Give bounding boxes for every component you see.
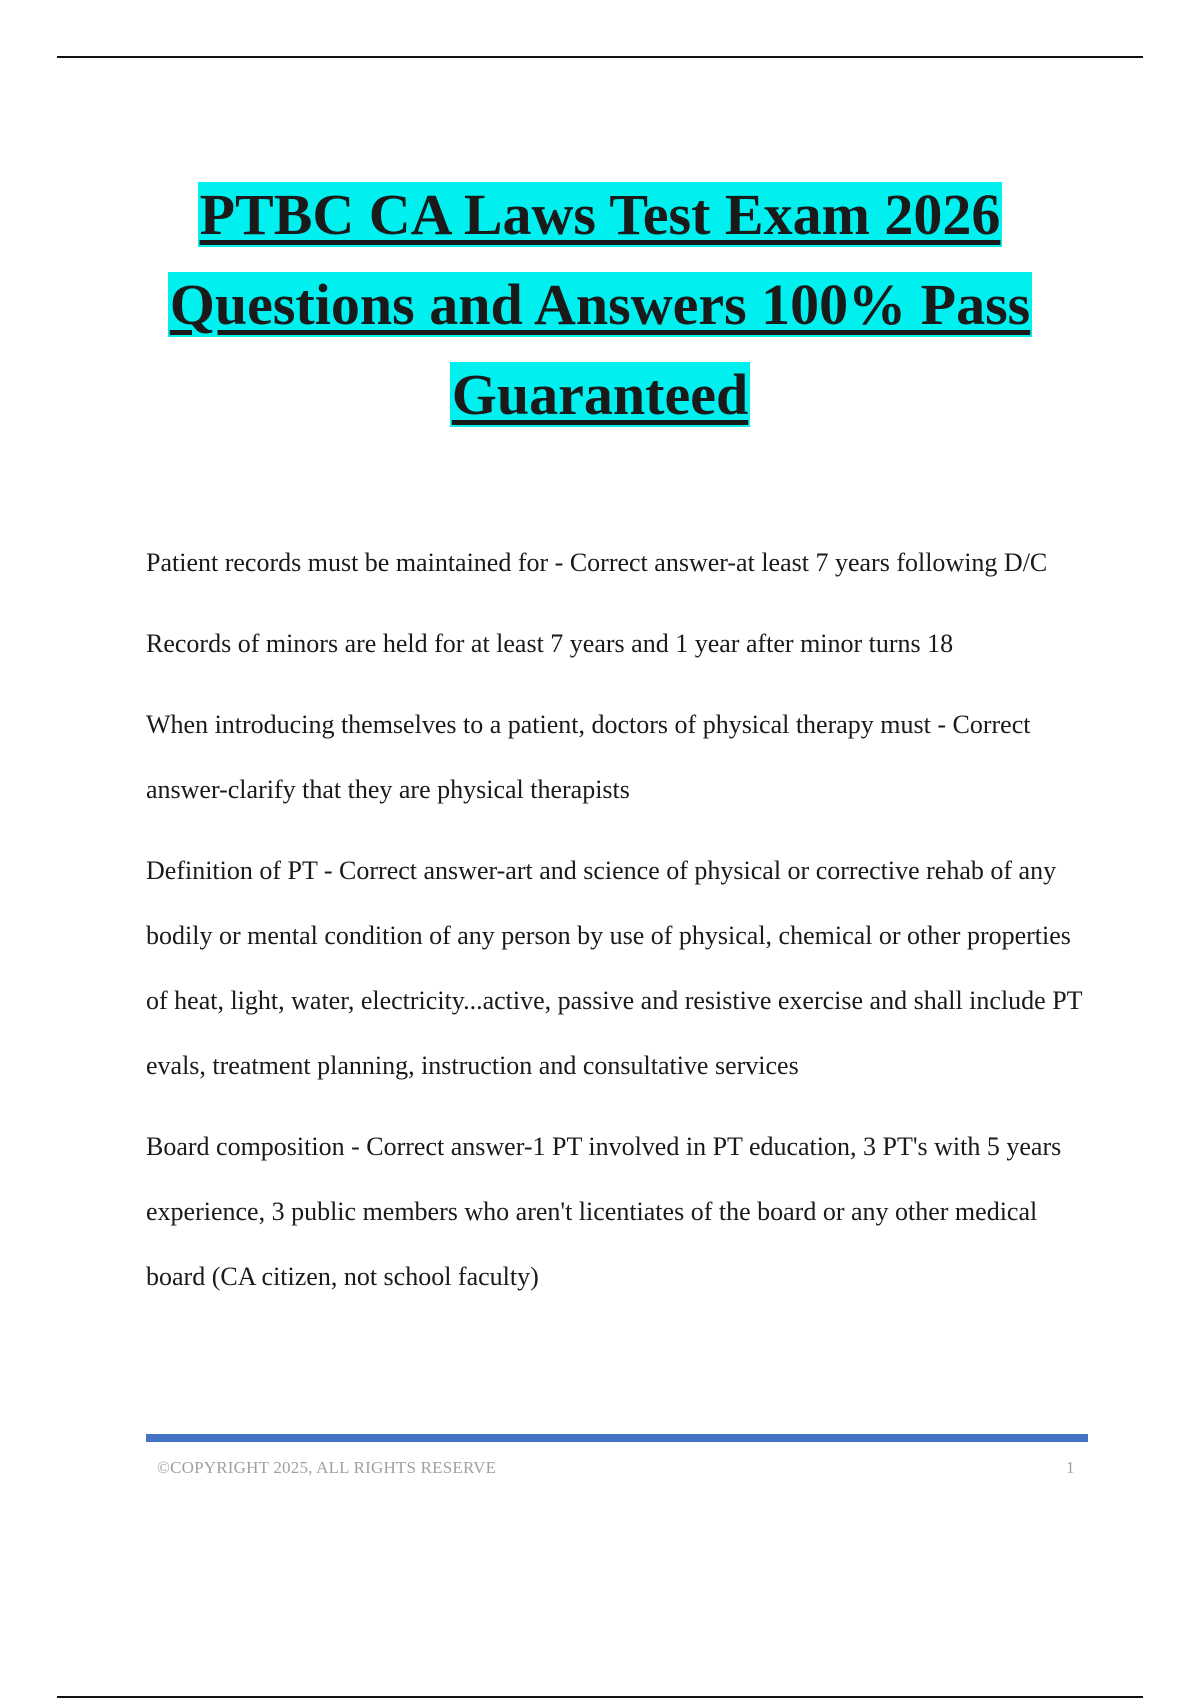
- top-border-line: [57, 56, 1143, 58]
- document-title: [100, 170, 1100, 440]
- document-body: [146, 530, 1096, 1325]
- title-line-3: Guaranteed: [451, 362, 749, 427]
- paragraph-board-composition: Board composition - Correct answer-1 PT involved in PT education, 3 PT's with 5 years experience, 3 public members who aren't licentiates of the board or any other medical board (CA citizen, not school faculty): [146, 1132, 1062, 1291]
- paragraph-introduction: When introducing themselves to a patient, doctors of physical therapy must - Correct answer-clarify that they are physical therapists: [146, 710, 1031, 804]
- footer-copyright: ©COPYRIGHT 2025, ALL RIGHTS RESERVE: [157, 1458, 497, 1477]
- paragraph-definition-pt: Definition of PT - Correct answer-art and science of physical or corrective rehab of any bodily or mental condition of any person by use of physical, chemical or other properties of heat, light, water, electricity...active, passive and resistive exercise and shall include PT evals, treatment planning, instruction and consultative services: [146, 856, 1083, 1080]
- paragraph-patient-records: Patient records must be maintained for - Correct answer-at least 7 years following D/C: [146, 548, 1048, 577]
- bottom-border-line: [57, 1696, 1143, 1698]
- footer-page-number: 1: [1066, 1458, 1075, 1477]
- title-line-1: PTBC CA Laws Test Exam 2026: [199, 182, 1001, 247]
- title-line-2: Questions and Answers 100% Pass: [169, 272, 1031, 337]
- footer-rule: [146, 1434, 1088, 1442]
- paragraph-minors-records: Records of minors are held for at least 7 years and 1 year after minor turns 18: [146, 629, 954, 658]
